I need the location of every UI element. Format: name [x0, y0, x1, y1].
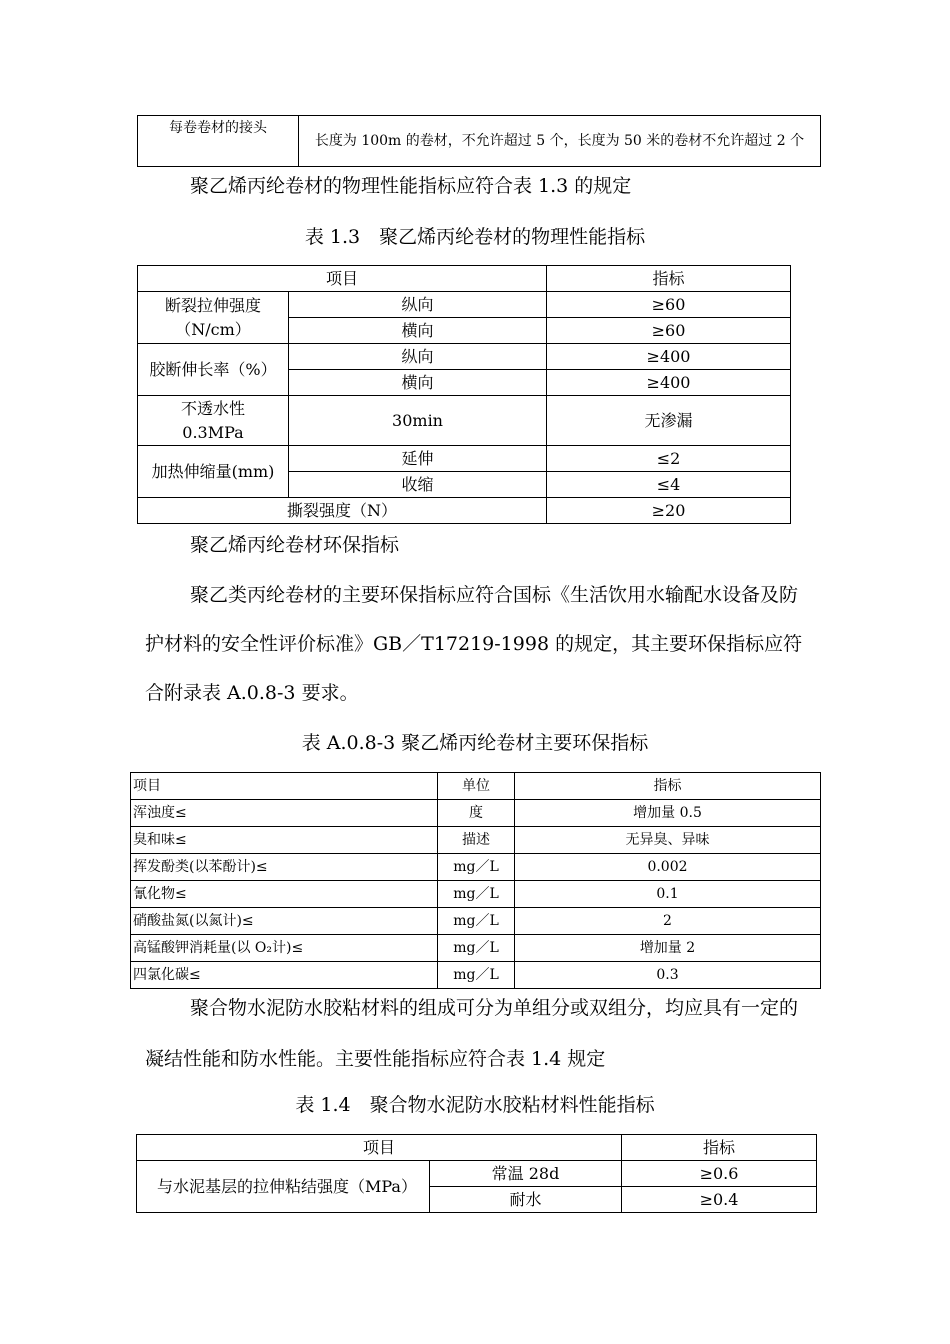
elongation-label: 胶断伸长率（%）: [138, 344, 289, 396]
item-cell: 臭和味≤: [131, 827, 438, 854]
item-cell: 挥发酚类(以苯酚计)≤: [131, 854, 438, 881]
joint-table: [137, 115, 821, 167]
value-cell: ≤2: [547, 446, 791, 472]
table-1-4-caption: 表 1.4 聚合物水泥防水胶粘材料性能指标: [295, 1094, 655, 1116]
item-cell: 高锰酸钾消耗量(以 O₂计)≤: [131, 935, 438, 962]
tear-strength-label: 撕裂强度（N）: [138, 498, 547, 524]
value-cell: ≥20: [547, 498, 791, 524]
value-cell: 0.1: [515, 881, 821, 908]
item-cell: 浑浊度≤: [131, 800, 438, 827]
impermeability-label: 不透水性 0.3MPa: [138, 396, 289, 446]
header-cell: 指标: [515, 773, 821, 800]
sub-item-cell: 收缩: [289, 472, 547, 498]
unit-cell: mg／L: [438, 854, 515, 881]
unit-cell: 度: [438, 800, 515, 827]
sub-item-cell: 横向: [289, 370, 547, 396]
table-row: [131, 800, 821, 827]
table-row: [138, 292, 791, 318]
tensile-strength-label: 断裂拉伸强度（N/cm）: [138, 292, 289, 344]
table-header-row: [138, 266, 791, 292]
sub-item-cell: 常温 28d: [430, 1161, 622, 1187]
unit-cell: mg／L: [438, 881, 515, 908]
sub-item-cell: 横向: [289, 318, 547, 344]
table-row: [131, 935, 821, 962]
sub-item-cell: 纵向: [289, 292, 547, 318]
table-header-row: [131, 773, 821, 800]
table-a-0-8-3-caption: 表 A.0.8-3 聚乙烯丙纶卷材主要环保指标: [301, 732, 649, 754]
sub-item-cell: 延伸: [289, 446, 547, 472]
value-cell: ≥400: [547, 344, 791, 370]
table-row: [131, 854, 821, 881]
physical-properties-table: [137, 265, 791, 524]
value-cell: ≥0.6: [622, 1161, 817, 1187]
bond-strength-label: 与水泥基层的拉伸粘结强度（MPa）: [137, 1161, 430, 1213]
unit-cell: mg／L: [438, 908, 515, 935]
unit-cell: mg／L: [438, 935, 515, 962]
header-index-cell: 指标: [622, 1135, 817, 1161]
polymer-adhesive-table: [136, 1134, 817, 1213]
paragraph-env-standard: 聚乙类丙纶卷材的主要环保指标应符合国标《生活饮用水输配水设备及防护材料的安全性评价标准》GB／T17219-1998 的规定，其主要环保指标应符合附录表 A.0.8-3 要求。: [145, 584, 803, 704]
table-row: [131, 908, 821, 935]
value-cell: ≥60: [547, 318, 791, 344]
table-row: [137, 1161, 817, 1187]
sub-item-cell: 耐水: [430, 1187, 622, 1213]
unit-cell: 描述: [438, 827, 515, 854]
header-item-cell: 项目: [137, 1135, 622, 1161]
header-cell: 项目: [131, 773, 438, 800]
sub-item-cell: 30min: [289, 396, 547, 446]
item-cell: 四氯化碳≤: [131, 962, 438, 989]
value-cell: 无异臭、异味: [515, 827, 821, 854]
table-row: [138, 344, 791, 370]
value-cell: 无渗漏: [547, 396, 791, 446]
table-row: [138, 116, 821, 167]
table-row: [131, 881, 821, 908]
heat-shrinkage-label: 加热伸缩量(mm): [138, 446, 289, 498]
table-1-3-caption: 表 1.3 聚乙烯丙纶卷材的物理性能指标: [304, 226, 646, 248]
table-header-row: [137, 1135, 817, 1161]
sub-item-cell: 纵向: [289, 344, 547, 370]
item-cell: 硝酸盐氮(以氮计)≤: [131, 908, 438, 935]
unit-cell: mg／L: [438, 962, 515, 989]
value-cell: 0.3: [515, 962, 821, 989]
value-cell: ≥60: [547, 292, 791, 318]
value-cell: 2: [515, 908, 821, 935]
table-row: [138, 498, 791, 524]
table-row: [138, 396, 791, 446]
header-index-cell: 指标: [547, 266, 791, 292]
joint-label-cell: 每卷卷材的接头: [138, 116, 299, 167]
item-cell: 氰化物≤: [131, 881, 438, 908]
paragraph-physical-intro: 聚乙烯丙纶卷材的物理性能指标应符合表 1.3 的规定: [190, 175, 632, 197]
table-row: [138, 446, 791, 472]
value-cell: ≥0.4: [622, 1187, 817, 1213]
value-cell: 0.002: [515, 854, 821, 881]
header-item-cell: 项目: [138, 266, 547, 292]
value-cell: ≥400: [547, 370, 791, 396]
paragraph-polymer: 聚合物水泥防水胶粘材料的组成可分为单组分或双组分，均应具有一定的凝结性能和防水性能。主要性能指标应符合表 1.4 规定: [145, 997, 799, 1070]
env-index-table: [130, 772, 821, 989]
env-heading: 聚乙烯丙纶卷材环保指标: [190, 534, 400, 556]
header-cell: 单位: [438, 773, 515, 800]
value-cell: 增加量 0.5: [515, 800, 821, 827]
value-cell: 增加量 2: [515, 935, 821, 962]
value-cell: ≤4: [547, 472, 791, 498]
joint-value-cell: 长度为 100m 的卷材，不允许超过 5 个，长度为 50 米的卷材不允许超过 2 个: [299, 116, 821, 167]
table-row: [131, 827, 821, 854]
